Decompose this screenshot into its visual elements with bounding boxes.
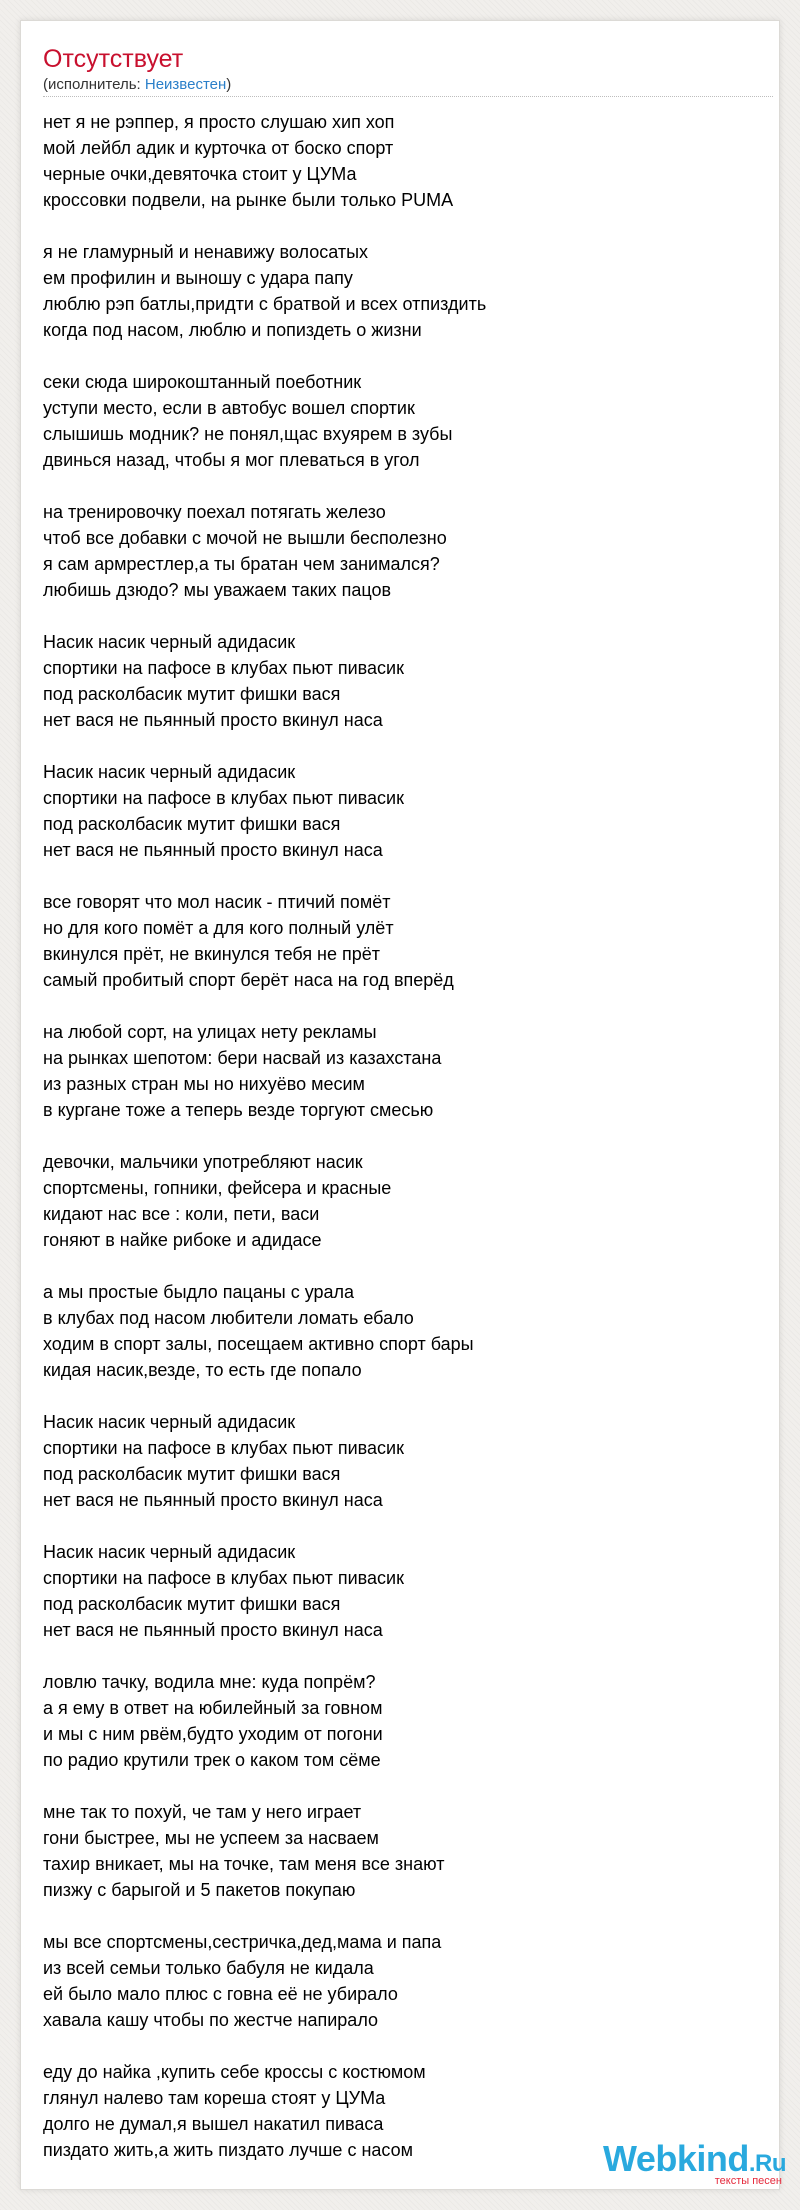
lyric-line: спортсмены, гопники, фейсера и красные: [43, 1178, 392, 1198]
lyric-line: Насик насик черный адидасик: [43, 1412, 296, 1432]
stanza-gap: [43, 473, 763, 499]
stanza-gap: [43, 343, 763, 369]
lyric-line: когда под насом, люблю и попиздеть о жизни: [43, 320, 422, 340]
lyric-line: спортики на пафосе в клубах пьют пивасик: [43, 788, 404, 808]
lyric-line: нет вася не пьянный просто вкинул наса: [43, 1620, 383, 1640]
lyric-line: уступи место, если в автобус вошел спортик: [43, 398, 415, 418]
stanza-gap: [43, 1773, 763, 1799]
lyric-line: нет вася не пьянный просто вкинул наса: [43, 1490, 383, 1510]
lyric-line: а мы простые быдло пацаны с урала: [43, 1282, 355, 1302]
lyric-line: гоняют в найке рибоке и адидасе: [43, 1230, 322, 1250]
lyric-line: самый пробитый спорт берёт наса на год вперёд: [43, 970, 454, 990]
title-divider: [43, 96, 773, 97]
lyric-line: под расколбасик мутит фишки вася: [43, 684, 341, 704]
lyric-line: Насик насик черный адидасик: [43, 1542, 296, 1562]
stanza-gap: [43, 863, 763, 889]
lyric-line: но для кого помёт а для кого полный улёт: [43, 918, 394, 938]
lyric-line: мне так то похуй, че там у него играет: [43, 1802, 362, 1822]
lyric-line: мой лейбл адик и курточка от боско спорт: [43, 138, 394, 158]
artist-line: [43, 75, 231, 95]
lyric-line: под расколбасик мутит фишки вася: [43, 1464, 341, 1484]
song-title: Отсутствует: [43, 45, 184, 73]
lyrics-card: [20, 20, 786, 2190]
lyric-line: ей было мало плюс с говна её не убирало: [43, 1984, 398, 2004]
lyric-line: слышишь модник? не понял,щас вхуярем в зубы: [43, 424, 453, 444]
lyric-line: черные очки,девяточка стоит у ЦУМа: [43, 164, 357, 184]
stanza-gap: [43, 1513, 763, 1539]
lyric-line: нет вася не пьянный просто вкинул наса: [43, 710, 383, 730]
lyric-line: я не гламурный и ненавижу волосатых: [43, 242, 369, 262]
stanza-gap: [43, 1903, 763, 1929]
stanza-gap: [43, 993, 763, 1019]
lyric-line: на тренировочку поехал потягать железо: [43, 502, 386, 522]
lyric-line: пизжу с барыгой и 5 пакетов покупаю: [43, 1880, 356, 1900]
lyric-line: кроссовки подвели, на рынке были только PUMA: [43, 190, 454, 210]
lyric-line: ловлю тачку, водила мне: куда попрём?: [43, 1672, 376, 1692]
lyric-line: по радио крутили трек о каком том сёме: [43, 1750, 381, 1770]
lyric-line: ходим в спорт залы, посещаем активно спорт бары: [43, 1334, 474, 1354]
lyric-line: в клубах под насом любители ломать ебало: [43, 1308, 414, 1328]
lyric-line: в кургане тоже а теперь везде торгуют смесью: [43, 1100, 434, 1120]
lyric-line: мы все спортсмены,сестричка,дед,мама и папа: [43, 1932, 442, 1952]
lyric-line: девочки, мальчики употребляют насик: [43, 1152, 363, 1172]
lyric-line: спортики на пафосе в клубах пьют пивасик: [43, 1438, 404, 1458]
lyric-line: люблю рэп батлы,придти с братвой и всех отпиздить: [43, 294, 487, 314]
lyric-line: гони быстрее, мы не успеем за насваем: [43, 1828, 379, 1848]
lyric-line: кидая насик,везде, то есть где попало: [43, 1360, 362, 1380]
lyric-line: под расколбасик мутит фишки вася: [43, 1594, 341, 1614]
lyric-line: кидают нас все : коли, пети, васи: [43, 1204, 320, 1224]
stanza-gap: [43, 1643, 763, 1669]
stanza-gap: [43, 1123, 763, 1149]
lyric-line: вкинулся прёт, не вкинулся тебя не прёт: [43, 944, 381, 964]
lyric-line: на рынках шепотом: бери насвай из казахстана: [43, 1048, 442, 1068]
artist-link[interactable]: Неизвестен: [144, 76, 227, 93]
lyric-line: спортики на пафосе в клубах пьют пивасик: [43, 658, 404, 678]
lyric-line: под расколбасик мутит фишки вася: [43, 814, 341, 834]
logo-tagline: тексты песен: [714, 2175, 782, 2187]
lyric-line: нет я не рэппер, я просто слушаю хип хоп: [43, 112, 395, 132]
artist-prefix: (исполнитель:: [43, 76, 145, 93]
lyric-line: тахир вникает, мы на точке, там меня все знают: [43, 1854, 445, 1874]
stanza-gap: [43, 2033, 763, 2059]
lyric-line: нет вася не пьянный просто вкинул наса: [43, 840, 383, 860]
stanza-gap: [43, 1383, 763, 1409]
lyrics-body: [43, 109, 763, 2163]
lyric-line: Насик насик черный адидасик: [43, 632, 296, 652]
lyric-line: спортики на пафосе в клубах пьют пивасик: [43, 1568, 404, 1588]
lyric-line: долго не думал,я вышел накатил пиваса: [43, 2114, 384, 2134]
lyric-line: на любой сорт, на улицах нету рекламы: [43, 1022, 377, 1042]
artist-suffix: ): [226, 76, 232, 93]
stanza-gap: [43, 213, 763, 239]
lyric-line: чтоб все добавки с мочой не вышли бесполезно: [43, 528, 447, 548]
lyric-line: глянул налево там кореша стоят у ЦУМа: [43, 2088, 386, 2108]
logo-main-text: Webkind: [602, 2138, 749, 2179]
lyric-line: секи сюда широкоштанный поеботник: [43, 372, 362, 392]
lyric-line: все говорят что мол насик - птичий помёт: [43, 892, 391, 912]
lyric-line: хавала кашу чтобы по жестче напирало: [43, 2010, 379, 2030]
lyric-line: ем профилин и выношу с удара папу: [43, 268, 353, 288]
stanza-gap: [43, 1253, 763, 1279]
lyric-line: еду до найка ,купить себе кроссы с костюмом: [43, 2062, 426, 2082]
stanza-gap: [43, 603, 763, 629]
lyric-line: Насик насик черный адидасик: [43, 762, 296, 782]
lyric-line: двинься назад, чтобы я мог плеваться в угол: [43, 450, 420, 470]
lyric-line: и мы с ним рвём,будто уходим от погони: [43, 1724, 383, 1744]
stanza-gap: [43, 733, 763, 759]
lyric-line: из всей семьи только бабуля не кидала: [43, 1958, 374, 1978]
lyric-line: я сам армрестлер,а ты братан чем занимался?: [43, 554, 440, 574]
lyric-line: любишь дзюдо? мы уважаем таких пацов: [43, 580, 392, 600]
lyric-line: а я ему в ответ на юбилейный за говном: [43, 1698, 383, 1718]
lyric-line: пиздато жить,а жить пиздато лучше с насом: [43, 2140, 413, 2160]
logo-tld: .Ru: [748, 2150, 786, 2177]
lyric-line: из разных стран мы но нихуёво месим: [43, 1074, 365, 1094]
webkind-logo[interactable]: [586, 2139, 786, 2189]
